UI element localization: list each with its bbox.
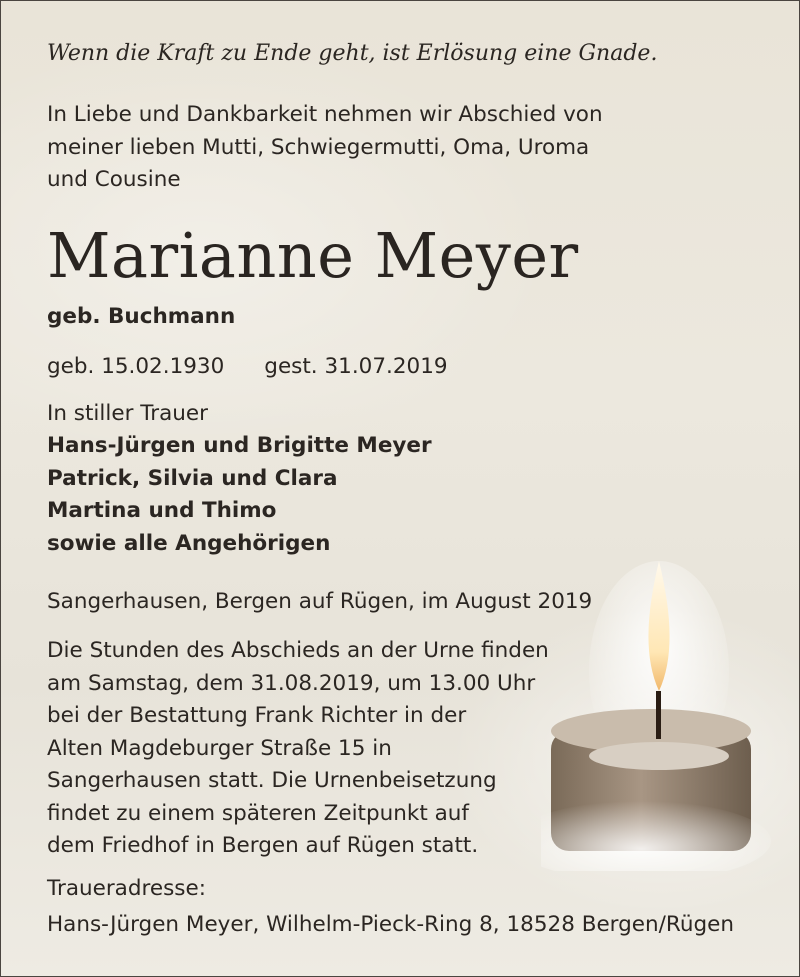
ceremony-line: am Samstag, dem 31.08.2019, um 13.00 Uhr [47, 670, 536, 696]
ceremony-line: Die Stunden des Abschieds an der Urne finden [47, 638, 549, 663]
ceremony-line: dem Friedhof in Bergen auf Rügen statt. [47, 833, 479, 858]
mourner: Patrick, Silvia und Clara [47, 465, 338, 491]
mourning-address: Hans-Jürgen Meyer, Wilhelm-Pieck-Ring 8, 18528 Bergen/Rügen [47, 912, 734, 937]
ceremony-text [47, 635, 549, 863]
maiden-name: geb. Buchmann [47, 304, 236, 329]
mourner: Martina und Thimo [47, 498, 277, 523]
intro-line: In Liebe und Dankbarkeit nehmen wir Abschied von [47, 102, 603, 127]
place-date: Sangerhausen, Bergen auf Rügen, im August 2019 [47, 589, 593, 614]
death-date: gest. 31.07.2019 [264, 354, 448, 379]
mourners-list [47, 430, 432, 560]
candle-icon [541, 541, 771, 871]
ceremony-line: Sangerhausen statt. Die Urnenbeisetzung [47, 768, 497, 793]
address-label: Traueradresse: [47, 876, 206, 901]
birth-date: geb. 15.02.1930 [47, 354, 225, 379]
ceremony-line: Alten Magdeburger Straße 15 in [47, 735, 392, 761]
life-dates [47, 351, 448, 384]
deceased-name: Marianne Meyer [47, 219, 579, 292]
intro-line: meiner lieben Mutti, Schwiegermutti, Oma, Uroma [47, 134, 590, 160]
mourner: sowie alle Angehörigen [47, 530, 331, 556]
ceremony-line: findet zu einem späteren Zeitpunkt auf [47, 800, 469, 826]
mourner: Hans-Jürgen und Brigitte Meyer [47, 433, 432, 458]
intro-text [47, 99, 603, 197]
motto: Wenn die Kraft zu Ende geht, ist Erlösung eine Gnade. [47, 41, 658, 66]
intro-line: und Cousine [47, 167, 181, 192]
ceremony-line: bei der Bestattung Frank Richter in der [47, 703, 467, 728]
mourning-intro: In stiller Trauer [47, 401, 208, 426]
